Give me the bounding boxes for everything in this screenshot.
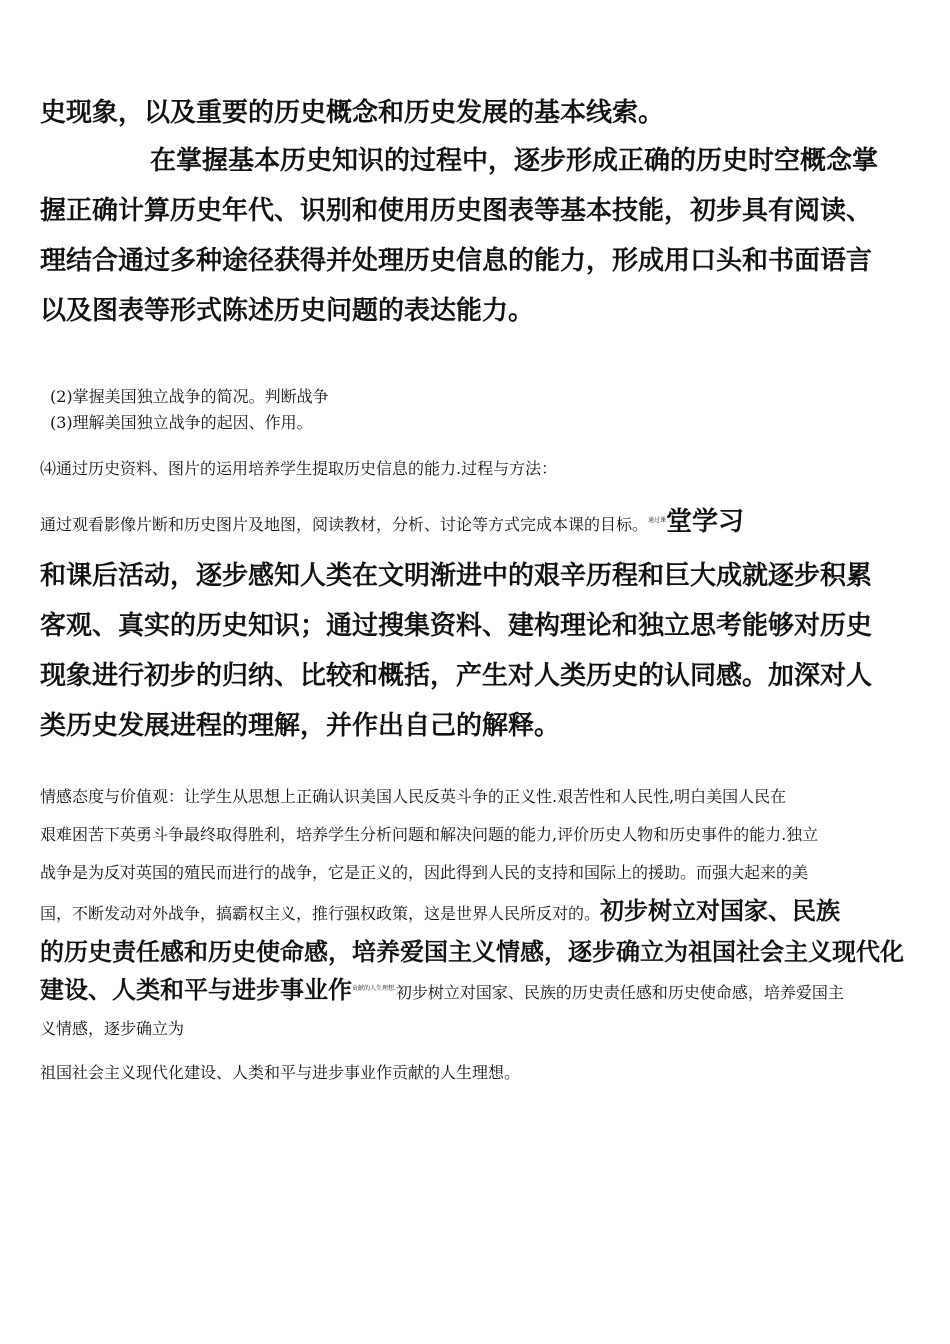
emotion-line-6-big: 建设、人类和平与进步事业作: [40, 976, 352, 1004]
objective-4: ⑷通过历史资料、图片的运用培养学生提取历史信息的能力.过程与方法：: [40, 459, 558, 478]
objective-3: (3)理解美国独立战争的起因、作用。: [50, 413, 313, 432]
emotion-line-4-big: 初步树立对国家、民族: [600, 897, 841, 925]
process-line-3: 客观、真实的历史知识；通过搜集资料、建构理论和独立思考能够对历史: [40, 611, 873, 641]
emotion-tiny-note: 贡献的人生理想.: [352, 985, 396, 992]
process-line-5: 类历史发展进程的理解，并作出自己的解释。: [40, 711, 561, 741]
process-line-4: 现象进行初步的归纳、比较和概括，产生对人类历史的认同感。加深对人: [40, 661, 873, 691]
para-2-line-4: 以及图表等形式陈述历史问题的表达能力。: [40, 296, 535, 326]
emotion-line-5: 的历史责任感和历史使命感，培养爱国主义情感，逐步确立为祖国社会主义现代化: [40, 938, 904, 966]
emotion-line-3: 战争是为反对英国的殖民而进行的战争，它是正义的，因此得到人民的支持和国际上的援助。而强大起来的美: [40, 863, 809, 882]
emotion-line-6-serif: 初步树立对国家、民族的历史责任感和历史使命感，培养爱国主: [395, 983, 844, 1002]
process-big-start: 堂学习: [666, 507, 745, 537]
emotion-line-1: 情感态度与价值观：让学生从思想上正确认识美国人民反英斗争的正义性.艰苦性和人民性,明白美国人民在: [40, 787, 787, 806]
process-tiny-note: 通过课: [648, 517, 667, 524]
para-1-line: 史现象，以及重要的历史概念和历史发展的基本线索。: [40, 98, 665, 128]
process-intro: 通过观看影像片断和历史图片及地图，阅读教材，分析、讨论等方式完成本课的目标。: [40, 515, 649, 534]
para-2-line-2: 握正确计算历史年代、识别和使用历史图表等基本技能，初步具有阅读、: [40, 196, 873, 226]
process-paragraph: [40, 497, 910, 751]
objective-2: (2)掌握美国独立战争的简况。判断战争: [50, 387, 329, 406]
process-line-2: 和课后活动，逐步感知人类在文明渐进中的艰辛历程和巨大成就逐步积累: [40, 561, 873, 591]
para-2-line-1: 在掌握基本历史知识的过程中，逐步形成正确的历史时空概念掌: [150, 146, 879, 176]
para-2-line-3: 理结合通过多种途径获得并处理历史信息的能力，形成用口头和书面语言: [40, 246, 873, 276]
para-2: [40, 136, 910, 336]
final-line: 祖国社会主义现代化建设、人类和平与进步事业作贡献的人生理想。: [40, 1063, 521, 1082]
emotion-line-2: 艰难困苦下英勇斗争最终取得胜利，培养学生分析问题和解决问题的能力,评价历史人物和历史事件的能力.独立: [40, 825, 819, 844]
emotion-line-7: 义情感，逐步确立为: [40, 1019, 185, 1038]
emotion-line-4-serif: 国，不断发动对外战争，搞霸权主义，推行强权政策，这是世界人民所反对的。: [40, 904, 601, 923]
emotion-paragraph: [40, 778, 910, 1046]
